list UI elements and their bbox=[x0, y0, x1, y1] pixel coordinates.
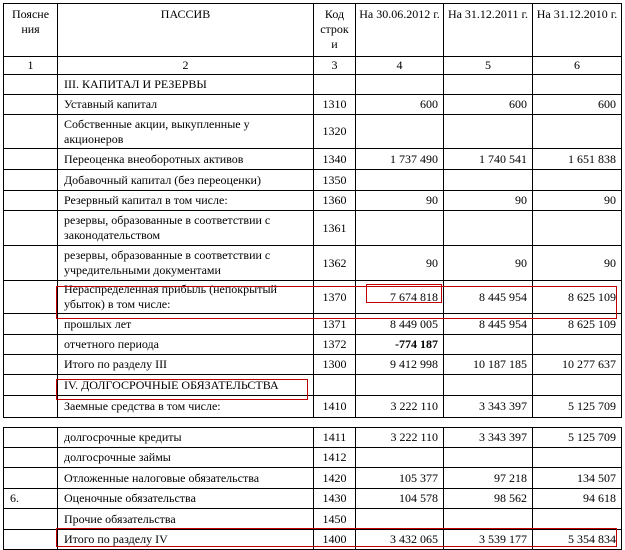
row-code: 1320 bbox=[314, 115, 356, 149]
row-name: отчетного периода bbox=[58, 335, 314, 355]
row-name: Оценочные обязательства bbox=[58, 489, 314, 509]
row-value-2010 bbox=[533, 170, 622, 191]
row-value-2011: 3 343 397 bbox=[444, 428, 533, 448]
row-code: 1310 bbox=[314, 95, 356, 115]
table-row bbox=[4, 375, 622, 396]
row-value-2010: 600 bbox=[533, 95, 622, 115]
row-code: 1400 bbox=[314, 530, 356, 550]
row-value-2010: 8 625 109 bbox=[533, 314, 622, 335]
row-value-2011: 600 bbox=[444, 95, 533, 115]
row-value-2012 bbox=[356, 375, 444, 396]
row-code: 1372 bbox=[314, 335, 356, 355]
row-name: Собственные акции, выкупленные у акционеров bbox=[58, 115, 314, 149]
table-row bbox=[4, 448, 622, 468]
row-value-2010: 90 bbox=[533, 191, 622, 211]
row-value-2012: 3 432 065 bbox=[356, 530, 444, 550]
row-value-2011 bbox=[444, 115, 533, 149]
column-number: 4 bbox=[356, 57, 444, 75]
row-value-2012: 9 412 998 bbox=[356, 355, 444, 375]
table-row bbox=[4, 281, 622, 314]
row-name: Итого по разделу IV bbox=[58, 530, 314, 550]
row-value-2011: 3 539 177 bbox=[444, 530, 533, 550]
table-row bbox=[4, 75, 622, 95]
row-code: 1410 bbox=[314, 396, 356, 418]
column-number: 2 bbox=[58, 57, 314, 75]
row-code: 1300 bbox=[314, 355, 356, 375]
row-value-2011 bbox=[444, 170, 533, 191]
row-name: Резервный капитал в том числе: bbox=[58, 191, 314, 211]
row-value-2011 bbox=[444, 509, 533, 530]
row-value-2011: 98 562 bbox=[444, 489, 533, 509]
balance-table-bottom bbox=[3, 427, 622, 550]
row-value-2010 bbox=[533, 375, 622, 396]
table-row bbox=[4, 428, 622, 448]
header-date-2: На 31.12.2011 г. bbox=[444, 4, 533, 57]
table-row bbox=[4, 530, 622, 550]
row-code bbox=[314, 75, 356, 95]
row-name: Переоценка внеоборотных активов bbox=[58, 149, 314, 170]
row-name: Прочие обязательства bbox=[58, 509, 314, 530]
table-row bbox=[4, 355, 622, 375]
table-row bbox=[4, 170, 622, 191]
row-value-2010: 10 277 637 bbox=[533, 355, 622, 375]
row-value-2011 bbox=[444, 448, 533, 468]
column-number: 1 bbox=[4, 57, 58, 75]
row-name: Итого по разделу III bbox=[58, 355, 314, 375]
row-code: 1412 bbox=[314, 448, 356, 468]
table-row bbox=[4, 509, 622, 530]
row-name: прошлых лет bbox=[58, 314, 314, 335]
row-value-2011: 3 343 397 bbox=[444, 396, 533, 418]
row-code bbox=[314, 375, 356, 396]
row-value-2010: 8 625 109 bbox=[533, 281, 622, 314]
row-note: 6. bbox=[4, 489, 58, 509]
row-name: резервы, образованные в соответствии с законодательством bbox=[58, 211, 314, 246]
row-note bbox=[4, 428, 58, 448]
row-note bbox=[4, 448, 58, 468]
column-number-row bbox=[4, 57, 622, 75]
row-name: долгосрочные займы bbox=[58, 448, 314, 468]
row-value-2011 bbox=[444, 335, 533, 355]
row-note bbox=[4, 75, 58, 95]
row-note bbox=[4, 314, 58, 335]
row-code: 1411 bbox=[314, 428, 356, 448]
row-note bbox=[4, 396, 58, 418]
row-value-2012: 600 bbox=[356, 95, 444, 115]
table-row bbox=[4, 246, 622, 281]
row-value-2011: 8 445 954 bbox=[444, 314, 533, 335]
row-value-2012 bbox=[356, 509, 444, 530]
row-note bbox=[4, 281, 58, 314]
header-row bbox=[4, 4, 622, 57]
row-value-2011 bbox=[444, 75, 533, 95]
table-row bbox=[4, 191, 622, 211]
row-name: Добавочный капитал (без переоценки) bbox=[58, 170, 314, 191]
header-code: Код строк и bbox=[314, 4, 356, 57]
row-code: 1450 bbox=[314, 509, 356, 530]
row-value-2011 bbox=[444, 375, 533, 396]
row-note bbox=[4, 191, 58, 211]
table-row bbox=[4, 149, 622, 170]
column-number: 5 bbox=[444, 57, 533, 75]
row-value-2010: 1 651 838 bbox=[533, 149, 622, 170]
row-value-2011: 90 bbox=[444, 246, 533, 281]
column-number: 6 bbox=[533, 57, 622, 75]
row-value-2010 bbox=[533, 115, 622, 149]
row-note bbox=[4, 211, 58, 246]
row-name: IV. ДОЛГОСРОЧНЫЕ ОБЯЗАТЕЛЬСТВА bbox=[58, 375, 314, 396]
column-number: 3 bbox=[314, 57, 356, 75]
header-liabilities: ПАССИВ bbox=[58, 4, 314, 57]
table-row bbox=[4, 335, 622, 355]
row-note bbox=[4, 509, 58, 530]
table-row bbox=[4, 468, 622, 489]
row-name: Уставный капитал bbox=[58, 95, 314, 115]
row-value-2012: 105 377 bbox=[356, 468, 444, 489]
row-value-2012 bbox=[356, 170, 444, 191]
row-value-2010 bbox=[533, 211, 622, 246]
row-code: 1371 bbox=[314, 314, 356, 335]
row-value-2012: 8 449 005 bbox=[356, 314, 444, 335]
row-note bbox=[4, 246, 58, 281]
row-value-2011: 1 740 541 bbox=[444, 149, 533, 170]
row-note bbox=[4, 355, 58, 375]
row-value-2012: 3 222 110 bbox=[356, 428, 444, 448]
row-value-2011: 90 bbox=[444, 191, 533, 211]
row-note bbox=[4, 95, 58, 115]
row-note bbox=[4, 375, 58, 396]
row-code: 1360 bbox=[314, 191, 356, 211]
row-value-2010: 5 125 709 bbox=[533, 428, 622, 448]
table-row bbox=[4, 489, 622, 509]
row-code: 1370 bbox=[314, 281, 356, 314]
header-date-1: На 30.06.2012 г. bbox=[356, 4, 444, 57]
row-name: Отложенные налоговые обязательства bbox=[58, 468, 314, 489]
row-value-2010: 5 125 709 bbox=[533, 396, 622, 418]
table-row bbox=[4, 211, 622, 246]
row-value-2011 bbox=[444, 211, 533, 246]
row-value-2012 bbox=[356, 115, 444, 149]
row-note bbox=[4, 530, 58, 550]
row-name: резервы, образованные в соответствии с учредительными документами bbox=[58, 246, 314, 281]
row-value-2012: 3 222 110 bbox=[356, 396, 444, 418]
row-value-2012: 90 bbox=[356, 246, 444, 281]
table-row bbox=[4, 95, 622, 115]
row-value-2010: 134 507 bbox=[533, 468, 622, 489]
row-code: 1361 bbox=[314, 211, 356, 246]
row-name: Заемные средства в том числе: bbox=[58, 396, 314, 418]
row-value-2012: 90 bbox=[356, 191, 444, 211]
row-note bbox=[4, 115, 58, 149]
row-value-2012 bbox=[356, 75, 444, 95]
row-note bbox=[4, 149, 58, 170]
row-name: Нераспределенная прибыль (непокрытый убыток) в том числе: bbox=[58, 281, 314, 314]
row-value-2012 bbox=[356, 448, 444, 468]
row-code: 1350 bbox=[314, 170, 356, 191]
table-row bbox=[4, 396, 622, 418]
row-value-2010: 5 354 834 bbox=[533, 530, 622, 550]
row-value-2012: 1 737 490 bbox=[356, 149, 444, 170]
row-value-2011: 8 445 954 bbox=[444, 281, 533, 314]
row-code: 1420 bbox=[314, 468, 356, 489]
row-note bbox=[4, 170, 58, 191]
row-code: 1340 bbox=[314, 149, 356, 170]
row-note bbox=[4, 335, 58, 355]
table-row bbox=[4, 314, 622, 335]
row-value-2010: 90 bbox=[533, 246, 622, 281]
header-notes: Поясне ния bbox=[4, 4, 58, 57]
row-code: 1362 bbox=[314, 246, 356, 281]
row-value-2012 bbox=[356, 211, 444, 246]
header-date-3: На 31.12.2010 г. bbox=[533, 4, 622, 57]
row-value-2010 bbox=[533, 335, 622, 355]
row-value-2012: 104 578 bbox=[356, 489, 444, 509]
row-note bbox=[4, 468, 58, 489]
row-value-2012: 7 674 818 bbox=[356, 281, 444, 314]
row-value-2011: 97 218 bbox=[444, 468, 533, 489]
row-value-2010 bbox=[533, 75, 622, 95]
row-value-2010 bbox=[533, 509, 622, 530]
row-value-2012: -774 187 bbox=[356, 335, 444, 355]
row-code: 1430 bbox=[314, 489, 356, 509]
balance-table-top bbox=[3, 3, 622, 418]
row-name: долгосрочные кредиты bbox=[58, 428, 314, 448]
row-name: III. КАПИТАЛ И РЕЗЕРВЫ bbox=[58, 75, 314, 95]
table-row bbox=[4, 115, 622, 149]
row-value-2010: 94 618 bbox=[533, 489, 622, 509]
row-value-2010 bbox=[533, 448, 622, 468]
row-value-2011: 10 187 185 bbox=[444, 355, 533, 375]
